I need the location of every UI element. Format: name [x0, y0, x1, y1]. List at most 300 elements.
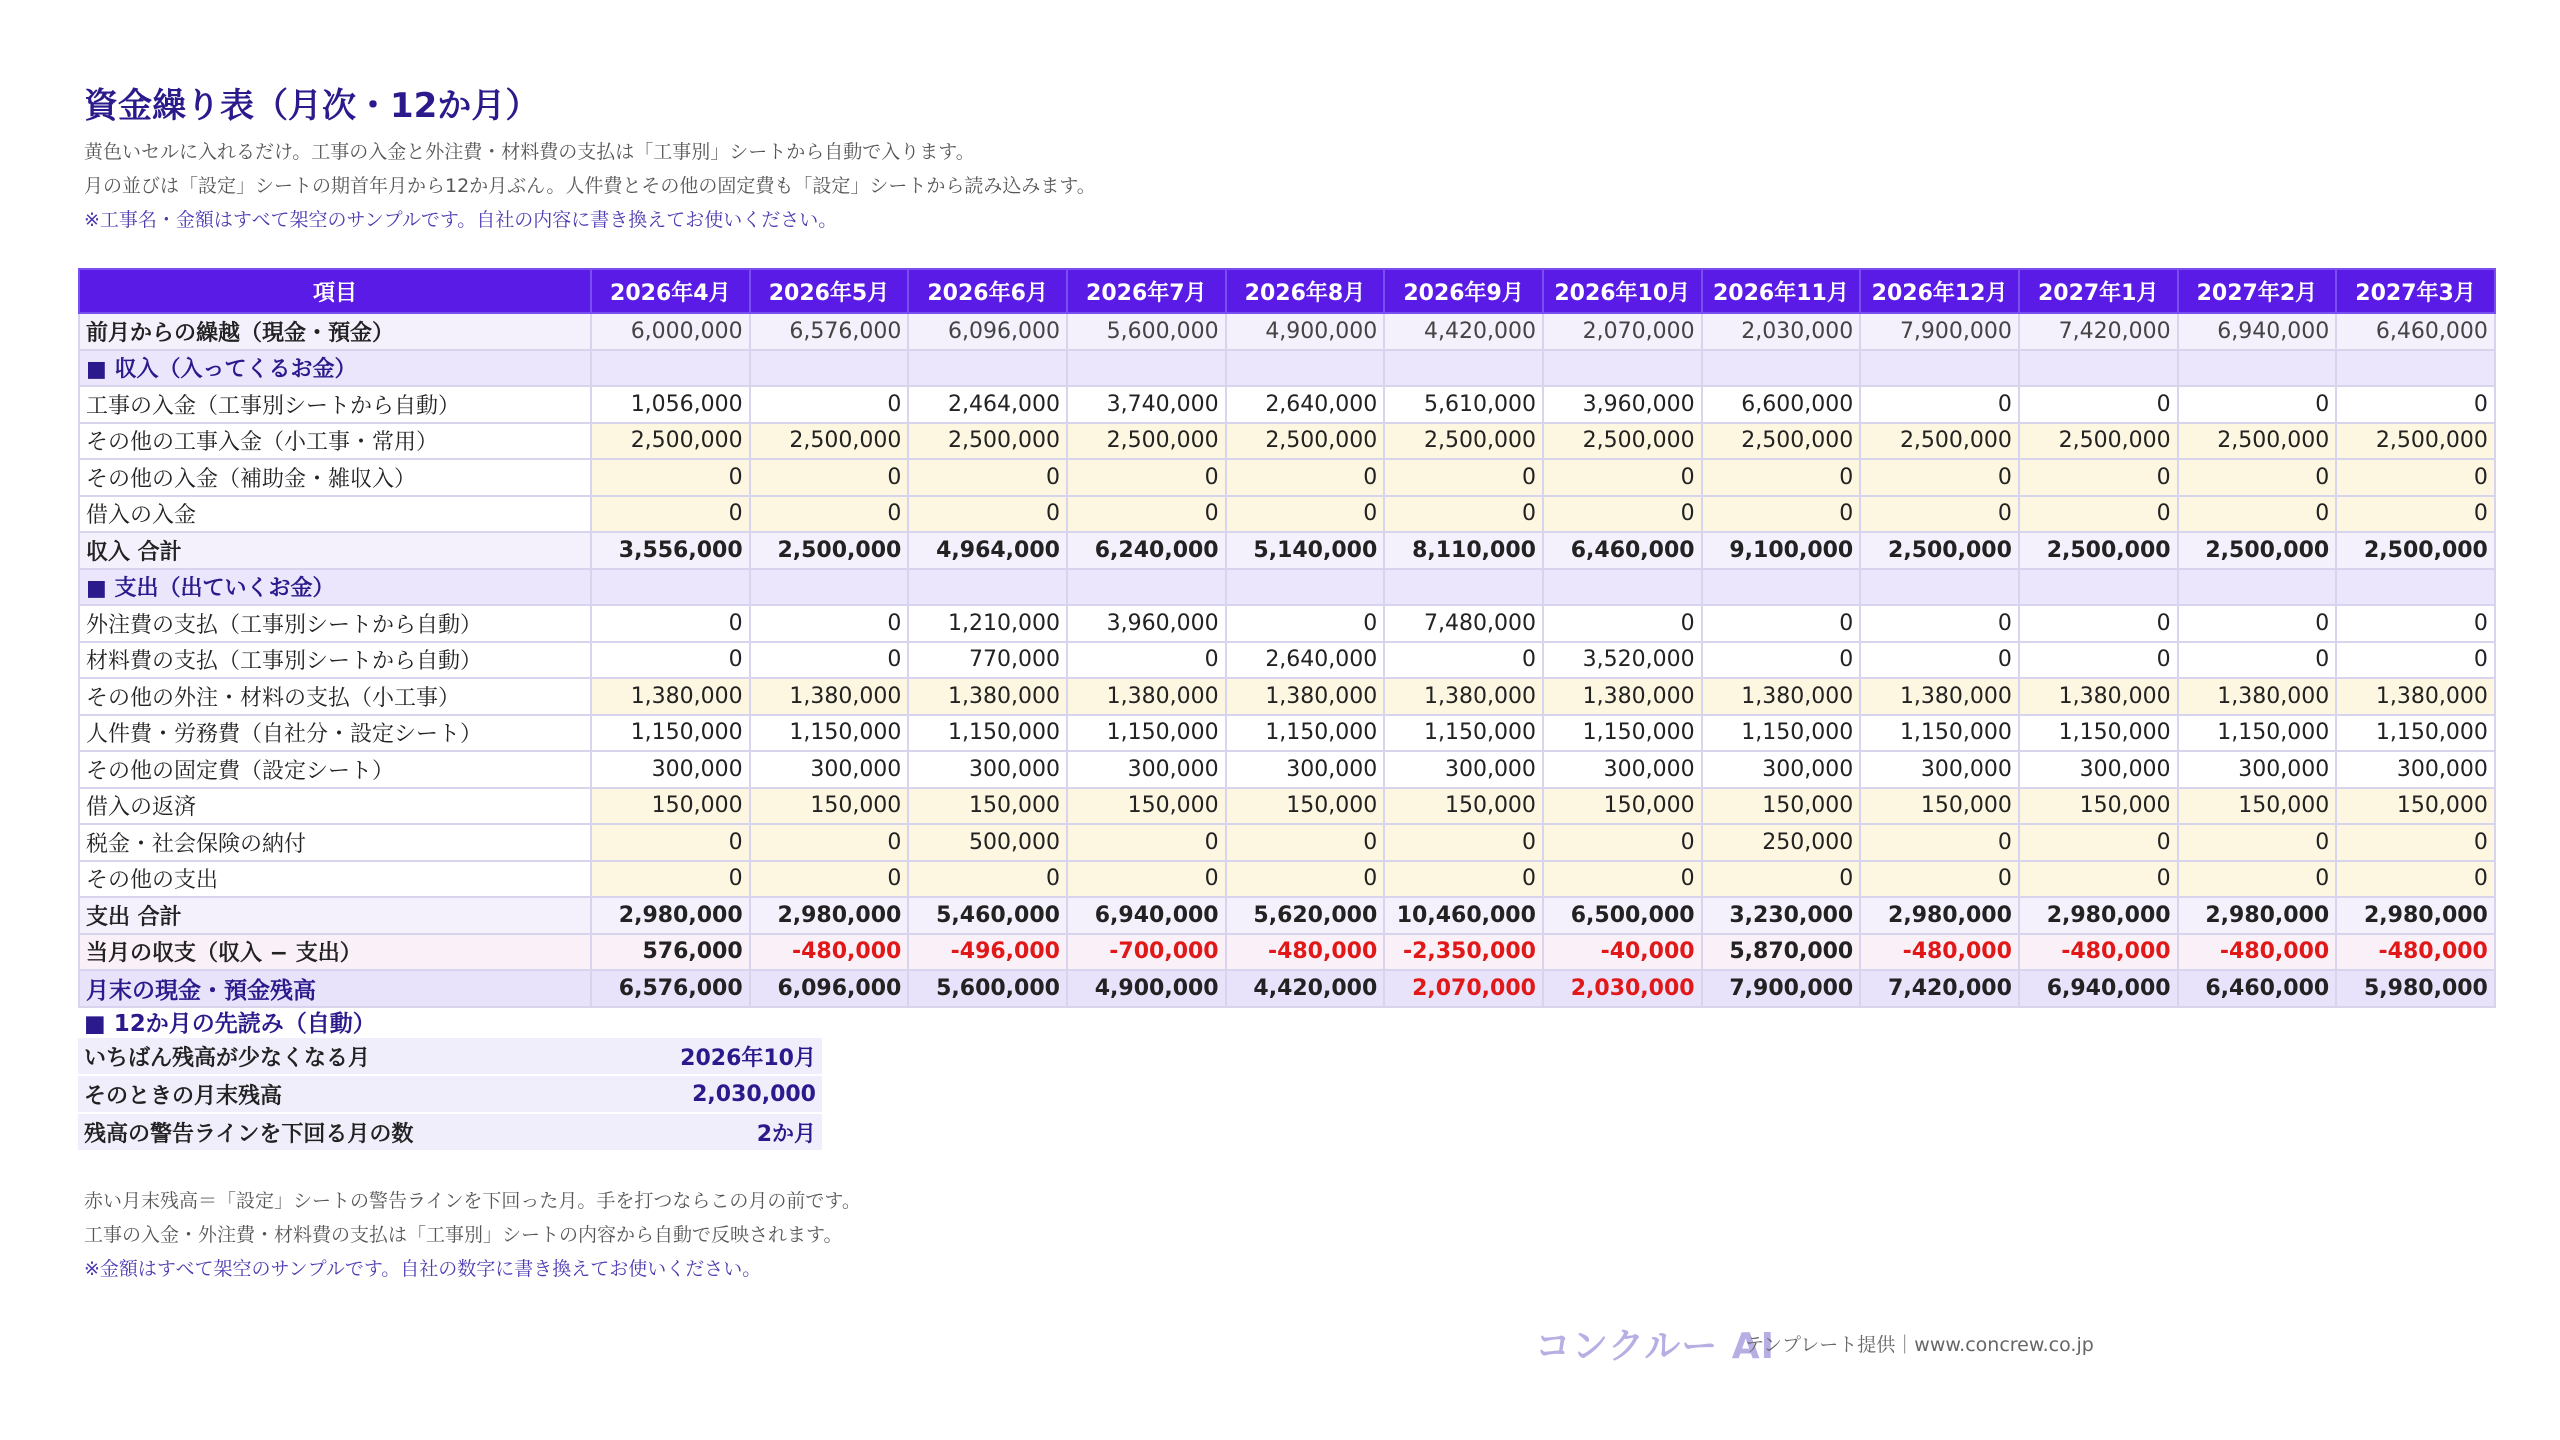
- section-header: ■ 支出（出ていくお金）: [79, 569, 591, 606]
- input-cell[interactable]: 0: [1226, 861, 1385, 898]
- value-cell: 5,980,000: [2336, 970, 2495, 1007]
- value-cell: 0: [1226, 605, 1385, 642]
- value-cell: -480,000: [2178, 934, 2337, 971]
- empty-cell: [1543, 569, 1702, 606]
- value-cell: 7,420,000: [1860, 970, 2019, 1007]
- value-cell: 1,150,000: [1384, 715, 1543, 752]
- value-cell: 2,980,000: [1860, 897, 2019, 934]
- value-cell: 4,420,000: [1226, 970, 1385, 1007]
- value-cell: 0: [591, 605, 750, 642]
- row-label: 人件費・労務費（自社分・設定シート）: [79, 715, 591, 752]
- input-cell[interactable]: 0: [750, 459, 909, 496]
- value-cell: 6,000,000: [591, 313, 750, 350]
- month-header: 2026年5月: [750, 269, 909, 313]
- input-cell[interactable]: 0: [591, 496, 750, 533]
- value-cell: 5,140,000: [1226, 532, 1385, 569]
- input-cell[interactable]: 0: [2178, 824, 2337, 861]
- table-row: [79, 861, 2495, 898]
- month-header-row: [79, 269, 2495, 313]
- forecast-row: [78, 1038, 822, 1075]
- value-cell: 0: [591, 642, 750, 679]
- empty-cell: [1702, 350, 1861, 387]
- value-cell: 0: [750, 605, 909, 642]
- input-cell[interactable]: 0: [1543, 824, 1702, 861]
- input-cell[interactable]: 0: [1543, 496, 1702, 533]
- value-cell: -480,000: [1860, 934, 2019, 971]
- input-cell[interactable]: 0: [1384, 824, 1543, 861]
- value-cell: 6,940,000: [2178, 313, 2337, 350]
- value-cell: 2,030,000: [1702, 313, 1861, 350]
- value-cell: -700,000: [1067, 934, 1226, 971]
- input-cell[interactable]: 0: [1702, 459, 1861, 496]
- input-cell[interactable]: 0: [1543, 459, 1702, 496]
- value-cell: 6,460,000: [2178, 970, 2337, 1007]
- value-cell: 6,500,000: [1543, 897, 1702, 934]
- input-cell[interactable]: 0: [1860, 861, 2019, 898]
- value-cell: 5,620,000: [1226, 897, 1385, 934]
- value-cell: 6,940,000: [2019, 970, 2178, 1007]
- value-cell: -480,000: [1226, 934, 1385, 971]
- value-cell: 0: [2178, 386, 2337, 423]
- value-cell: 1,150,000: [2178, 715, 2337, 752]
- input-cell[interactable]: 0: [2336, 496, 2495, 533]
- value-cell: 2,640,000: [1226, 642, 1385, 679]
- value-cell: 7,420,000: [2019, 313, 2178, 350]
- input-cell[interactable]: 0: [2178, 861, 2337, 898]
- cashflow-table: [78, 268, 2496, 1008]
- input-cell[interactable]: 0: [1226, 824, 1385, 861]
- row-label: その他の工事入金（小工事・常用）: [79, 423, 591, 460]
- empty-cell: [1067, 569, 1226, 606]
- month-header: 2026年7月: [1067, 269, 1226, 313]
- value-cell: 2,500,000: [2019, 532, 2178, 569]
- value-cell: 3,960,000: [1067, 605, 1226, 642]
- month-header: 2027年3月: [2336, 269, 2495, 313]
- input-cell[interactable]: 2,500,000: [750, 423, 909, 460]
- table-row: [79, 386, 2495, 423]
- input-cell[interactable]: 0: [1384, 459, 1543, 496]
- value-cell: 2,640,000: [1226, 386, 1385, 423]
- value-cell: 6,096,000: [908, 313, 1067, 350]
- input-cell[interactable]: 1,380,000: [1067, 678, 1226, 715]
- value-cell: 1,056,000: [591, 386, 750, 423]
- row-label: 材料費の支払（工事別シートから自動）: [79, 642, 591, 679]
- page-title: 資金繰り表（月次・12か月）: [84, 86, 540, 126]
- input-cell[interactable]: 1,380,000: [1384, 678, 1543, 715]
- forecast-value: 2026年10月: [560, 1038, 822, 1075]
- month-header: 2026年11月: [1702, 269, 1861, 313]
- value-cell: 3,520,000: [1543, 642, 1702, 679]
- value-cell: 6,460,000: [1543, 532, 1702, 569]
- value-cell: 0: [2178, 642, 2337, 679]
- input-cell[interactable]: 2,500,000: [1384, 423, 1543, 460]
- empty-cell: [908, 350, 1067, 387]
- value-cell: 2,980,000: [2178, 897, 2337, 934]
- value-cell: 0: [1543, 605, 1702, 642]
- month-header: 2026年10月: [1543, 269, 1702, 313]
- input-cell[interactable]: 0: [591, 824, 750, 861]
- empty-cell: [1067, 350, 1226, 387]
- input-cell[interactable]: 500,000: [908, 824, 1067, 861]
- value-cell: 6,600,000: [1702, 386, 1861, 423]
- value-cell: 300,000: [1860, 751, 2019, 788]
- input-cell[interactable]: 0: [1384, 861, 1543, 898]
- input-cell[interactable]: 0: [1702, 496, 1861, 533]
- input-cell[interactable]: 150,000: [1226, 788, 1385, 825]
- table-row: [79, 678, 2495, 715]
- value-cell: -480,000: [750, 934, 909, 971]
- input-cell[interactable]: 0: [2336, 459, 2495, 496]
- input-cell[interactable]: 2,500,000: [2336, 423, 2495, 460]
- value-cell: 300,000: [2019, 751, 2178, 788]
- input-cell[interactable]: 0: [1702, 861, 1861, 898]
- value-cell: 1,150,000: [1067, 715, 1226, 752]
- input-cell[interactable]: 150,000: [1860, 788, 2019, 825]
- empty-cell: [2336, 569, 2495, 606]
- forecast-label: いちばん残高が少なくなる月: [78, 1038, 560, 1075]
- input-cell[interactable]: 1,380,000: [1860, 678, 2019, 715]
- forecast-label: そのときの月末残高: [78, 1075, 560, 1113]
- value-cell: 300,000: [1543, 751, 1702, 788]
- empty-cell: [1860, 350, 2019, 387]
- value-cell: 300,000: [2178, 751, 2337, 788]
- value-cell: -480,000: [2019, 934, 2178, 971]
- input-cell[interactable]: 0: [591, 459, 750, 496]
- row-label: 外注費の支払（工事別シートから自動）: [79, 605, 591, 642]
- input-cell[interactable]: 150,000: [750, 788, 909, 825]
- input-cell[interactable]: 150,000: [908, 788, 1067, 825]
- value-cell: 2,500,000: [2178, 532, 2337, 569]
- forecast-value: 2か月: [560, 1113, 822, 1151]
- forecast-label: 残高の警告ラインを下回る月の数: [78, 1113, 560, 1151]
- value-cell: 2,980,000: [2336, 897, 2495, 934]
- value-cell: -480,000: [2336, 934, 2495, 971]
- input-cell[interactable]: 0: [2019, 496, 2178, 533]
- month-header: 2027年1月: [2019, 269, 2178, 313]
- input-cell[interactable]: 150,000: [1543, 788, 1702, 825]
- value-cell: 2,980,000: [591, 897, 750, 934]
- value-cell: 7,480,000: [1384, 605, 1543, 642]
- input-cell[interactable]: 0: [750, 861, 909, 898]
- input-cell[interactable]: 0: [750, 496, 909, 533]
- item-header: 項目: [79, 269, 591, 313]
- value-cell: -496,000: [908, 934, 1067, 971]
- row-label: その他の支出: [79, 861, 591, 898]
- value-cell: 1,150,000: [750, 715, 909, 752]
- footer-line-1: 赤い月末残高＝「設定」シートの警告ラインを下回った月。手を打つならこの月の前です。: [84, 1190, 861, 1212]
- value-cell: 4,420,000: [1384, 313, 1543, 350]
- month-header: 2026年4月: [591, 269, 750, 313]
- table-row: [79, 532, 2495, 569]
- value-cell: 3,960,000: [1543, 386, 1702, 423]
- input-cell[interactable]: 150,000: [2178, 788, 2337, 825]
- table-row: [79, 934, 2495, 971]
- value-cell: 3,740,000: [1067, 386, 1226, 423]
- footer-note: ※金額はすべて架空のサンプルです。自社の数字に書き換えてお使いください。: [84, 1258, 762, 1280]
- empty-cell: [2019, 350, 2178, 387]
- value-cell: 0: [2336, 605, 2495, 642]
- value-cell: 2,070,000: [1384, 970, 1543, 1007]
- value-cell: 300,000: [1067, 751, 1226, 788]
- empty-cell: [1226, 350, 1385, 387]
- table-row: [79, 569, 2495, 606]
- input-cell[interactable]: 0: [908, 861, 1067, 898]
- value-cell: 8,110,000: [1384, 532, 1543, 569]
- value-cell: 0: [2019, 605, 2178, 642]
- value-cell: 2,030,000: [1543, 970, 1702, 1007]
- empty-cell: [2019, 569, 2178, 606]
- input-cell[interactable]: 0: [591, 861, 750, 898]
- row-label: その他の外注・材料の支払（小工事）: [79, 678, 591, 715]
- input-cell[interactable]: 0: [2019, 824, 2178, 861]
- input-cell[interactable]: 0: [2019, 861, 2178, 898]
- row-label: 借入の入金: [79, 496, 591, 533]
- value-cell: 10,460,000: [1384, 897, 1543, 934]
- value-cell: 6,240,000: [1067, 532, 1226, 569]
- month-header: 2026年8月: [1226, 269, 1385, 313]
- value-cell: 4,900,000: [1226, 313, 1385, 350]
- input-cell[interactable]: 0: [908, 496, 1067, 533]
- value-cell: 6,576,000: [750, 313, 909, 350]
- input-cell[interactable]: 0: [1384, 496, 1543, 533]
- empty-cell: [1702, 569, 1861, 606]
- input-cell[interactable]: 2,500,000: [591, 423, 750, 460]
- input-cell[interactable]: 2,500,000: [1067, 423, 1226, 460]
- value-cell: 770,000: [908, 642, 1067, 679]
- value-cell: 0: [1702, 642, 1861, 679]
- input-cell[interactable]: 150,000: [2336, 788, 2495, 825]
- value-cell: 2,980,000: [750, 897, 909, 934]
- input-cell[interactable]: 2,500,000: [1860, 423, 2019, 460]
- table-row: [79, 824, 2495, 861]
- input-cell[interactable]: 2,500,000: [1543, 423, 1702, 460]
- value-cell: 0: [2019, 386, 2178, 423]
- footer-line-2: 工事の入金・外注費・材料費の支払は「工事別」シートの内容から自動で反映されます。: [84, 1224, 843, 1246]
- input-cell[interactable]: 0: [2178, 496, 2337, 533]
- value-cell: 1,150,000: [1226, 715, 1385, 752]
- input-cell[interactable]: 150,000: [1067, 788, 1226, 825]
- input-cell[interactable]: 1,380,000: [750, 678, 909, 715]
- empty-cell: [1543, 350, 1702, 387]
- input-cell[interactable]: 0: [1860, 459, 2019, 496]
- forecast-table: [78, 1038, 822, 1152]
- input-cell[interactable]: 1,380,000: [908, 678, 1067, 715]
- table-row: [79, 751, 2495, 788]
- input-cell[interactable]: 1,380,000: [2178, 678, 2337, 715]
- input-cell[interactable]: 0: [1860, 824, 2019, 861]
- section-header: ■ 収入（入ってくるお金）: [79, 350, 591, 387]
- input-cell[interactable]: 2,500,000: [1226, 423, 1385, 460]
- value-cell: 2,070,000: [1543, 313, 1702, 350]
- empty-cell: [1384, 350, 1543, 387]
- row-label: 月末の現金・預金残高: [79, 970, 591, 1007]
- value-cell: 1,150,000: [908, 715, 1067, 752]
- input-cell[interactable]: 0: [1067, 496, 1226, 533]
- table-row: [79, 313, 2495, 350]
- row-label: その他の固定費（設定シート）: [79, 751, 591, 788]
- empty-cell: [1226, 569, 1385, 606]
- input-cell[interactable]: 150,000: [1384, 788, 1543, 825]
- value-cell: 5,870,000: [1702, 934, 1861, 971]
- description-line-2: 月の並びは「設定」シートの期首年月から12か月ぶん。人件費とその他の固定費も「設定」シートから読み込みます。: [84, 175, 1096, 197]
- table-row: [79, 459, 2495, 496]
- input-cell[interactable]: 2,500,000: [2178, 423, 2337, 460]
- table-row: [79, 423, 2495, 460]
- table-row: [79, 970, 2495, 1007]
- value-cell: 0: [750, 386, 909, 423]
- month-header: 2026年6月: [908, 269, 1067, 313]
- value-cell: 9,100,000: [1702, 532, 1861, 569]
- value-cell: 576,000: [591, 934, 750, 971]
- input-cell[interactable]: 0: [1067, 824, 1226, 861]
- row-label: 税金・社会保険の納付: [79, 824, 591, 861]
- value-cell: 1,150,000: [1860, 715, 2019, 752]
- month-header: 2026年9月: [1384, 269, 1543, 313]
- value-cell: 4,900,000: [1067, 970, 1226, 1007]
- value-cell: 300,000: [1384, 751, 1543, 788]
- input-cell[interactable]: 150,000: [1702, 788, 1861, 825]
- value-cell: 300,000: [1226, 751, 1385, 788]
- input-cell[interactable]: 1,380,000: [2019, 678, 2178, 715]
- value-cell: 0: [1384, 642, 1543, 679]
- empty-cell: [2178, 569, 2337, 606]
- table-row: [79, 897, 2495, 934]
- brand-logo: コンクルー AI: [1535, 1326, 1775, 1367]
- empty-cell: [591, 350, 750, 387]
- value-cell: -2,350,000: [1384, 934, 1543, 971]
- input-cell[interactable]: 0: [2178, 459, 2337, 496]
- empty-cell: [750, 569, 909, 606]
- value-cell: 300,000: [591, 751, 750, 788]
- row-label: 工事の入金（工事別シートから自動）: [79, 386, 591, 423]
- row-label: 収入 合計: [79, 532, 591, 569]
- value-cell: 6,940,000: [1067, 897, 1226, 934]
- value-cell: 4,964,000: [908, 532, 1067, 569]
- value-cell: 5,600,000: [908, 970, 1067, 1007]
- input-cell[interactable]: 1,380,000: [1226, 678, 1385, 715]
- input-cell[interactable]: 2,500,000: [908, 423, 1067, 460]
- value-cell: 0: [1067, 642, 1226, 679]
- table-row: [79, 496, 2495, 533]
- value-cell: 2,500,000: [750, 532, 909, 569]
- value-cell: 0: [2019, 642, 2178, 679]
- value-cell: 1,150,000: [1543, 715, 1702, 752]
- value-cell: 0: [1860, 642, 2019, 679]
- forecast-value: 2,030,000: [560, 1075, 822, 1113]
- input-cell[interactable]: 1,380,000: [2336, 678, 2495, 715]
- value-cell: 1,150,000: [1702, 715, 1861, 752]
- empty-cell: [2178, 350, 2337, 387]
- row-label: その他の入金（補助金・雑収入）: [79, 459, 591, 496]
- month-header: 2026年12月: [1860, 269, 2019, 313]
- value-cell: 5,460,000: [908, 897, 1067, 934]
- value-cell: 1,210,000: [908, 605, 1067, 642]
- value-cell: 1,150,000: [2336, 715, 2495, 752]
- input-cell[interactable]: 1,380,000: [1702, 678, 1861, 715]
- table-row: [79, 715, 2495, 752]
- value-cell: 2,500,000: [1860, 532, 2019, 569]
- value-cell: 5,610,000: [1384, 386, 1543, 423]
- input-cell[interactable]: 0: [908, 459, 1067, 496]
- value-cell: 6,096,000: [750, 970, 909, 1007]
- input-cell[interactable]: 0: [1543, 861, 1702, 898]
- forecast-title: ■ 12か月の先読み（自動）: [84, 1011, 376, 1037]
- row-label: 支出 合計: [79, 897, 591, 934]
- input-cell[interactable]: 2,500,000: [1702, 423, 1861, 460]
- value-cell: 2,980,000: [2019, 897, 2178, 934]
- value-cell: 3,230,000: [1702, 897, 1861, 934]
- value-cell: 0: [2336, 642, 2495, 679]
- sample-note: ※工事名・金額はすべて架空のサンプルです。自社の内容に書き換えてお使いください。: [84, 209, 838, 231]
- value-cell: 300,000: [908, 751, 1067, 788]
- input-cell[interactable]: 150,000: [591, 788, 750, 825]
- value-cell: -40,000: [1543, 934, 1702, 971]
- input-cell[interactable]: 2,500,000: [2019, 423, 2178, 460]
- empty-cell: [2336, 350, 2495, 387]
- table-row: [79, 350, 2495, 387]
- empty-cell: [750, 350, 909, 387]
- empty-cell: [1860, 569, 2019, 606]
- input-cell[interactable]: 1,380,000: [1543, 678, 1702, 715]
- value-cell: 0: [1702, 605, 1861, 642]
- forecast-row: [78, 1113, 822, 1151]
- input-cell[interactable]: 0: [2336, 861, 2495, 898]
- value-cell: 6,460,000: [2336, 313, 2495, 350]
- value-cell: 1,150,000: [591, 715, 750, 752]
- value-cell: 7,900,000: [1860, 313, 2019, 350]
- value-cell: 2,500,000: [2336, 532, 2495, 569]
- empty-cell: [1384, 569, 1543, 606]
- value-cell: 300,000: [750, 751, 909, 788]
- row-label: 前月からの繰越（現金・預金）: [79, 313, 591, 350]
- input-cell[interactable]: 250,000: [1702, 824, 1861, 861]
- value-cell: 0: [1860, 605, 2019, 642]
- value-cell: 5,600,000: [1067, 313, 1226, 350]
- value-cell: 6,576,000: [591, 970, 750, 1007]
- value-cell: 3,556,000: [591, 532, 750, 569]
- value-cell: 300,000: [1702, 751, 1861, 788]
- table-row: [79, 788, 2495, 825]
- input-cell[interactable]: 0: [1226, 496, 1385, 533]
- value-cell: 0: [2178, 605, 2337, 642]
- brand-tagline: テンプレート提供｜www.concrew.co.jp: [1745, 1334, 2094, 1356]
- input-cell[interactable]: 0: [750, 824, 909, 861]
- row-label: 借入の返済: [79, 788, 591, 825]
- value-cell: 0: [1860, 386, 2019, 423]
- input-cell[interactable]: 0: [1067, 459, 1226, 496]
- row-label: 当月の収支（収入 − 支出）: [79, 934, 591, 971]
- value-cell: 0: [2336, 386, 2495, 423]
- month-header: 2027年2月: [2178, 269, 2337, 313]
- input-cell[interactable]: 150,000: [2019, 788, 2178, 825]
- input-cell[interactable]: 0: [2336, 824, 2495, 861]
- empty-cell: [908, 569, 1067, 606]
- input-cell[interactable]: 0: [2019, 459, 2178, 496]
- input-cell[interactable]: 0: [1860, 496, 2019, 533]
- input-cell[interactable]: 0: [1067, 861, 1226, 898]
- value-cell: 1,150,000: [2019, 715, 2178, 752]
- value-cell: 300,000: [2336, 751, 2495, 788]
- input-cell[interactable]: 0: [1226, 459, 1385, 496]
- value-cell: 0: [750, 642, 909, 679]
- description-line-1: 黄色いセルに入れるだけ。工事の入金と外注費・材料費の支払は「工事別」シートから自動で入ります。: [84, 141, 975, 163]
- value-cell: 7,900,000: [1702, 970, 1861, 1007]
- table-row: [79, 642, 2495, 679]
- empty-cell: [591, 569, 750, 606]
- table-row: [79, 605, 2495, 642]
- input-cell[interactable]: 1,380,000: [591, 678, 750, 715]
- value-cell: 2,464,000: [908, 386, 1067, 423]
